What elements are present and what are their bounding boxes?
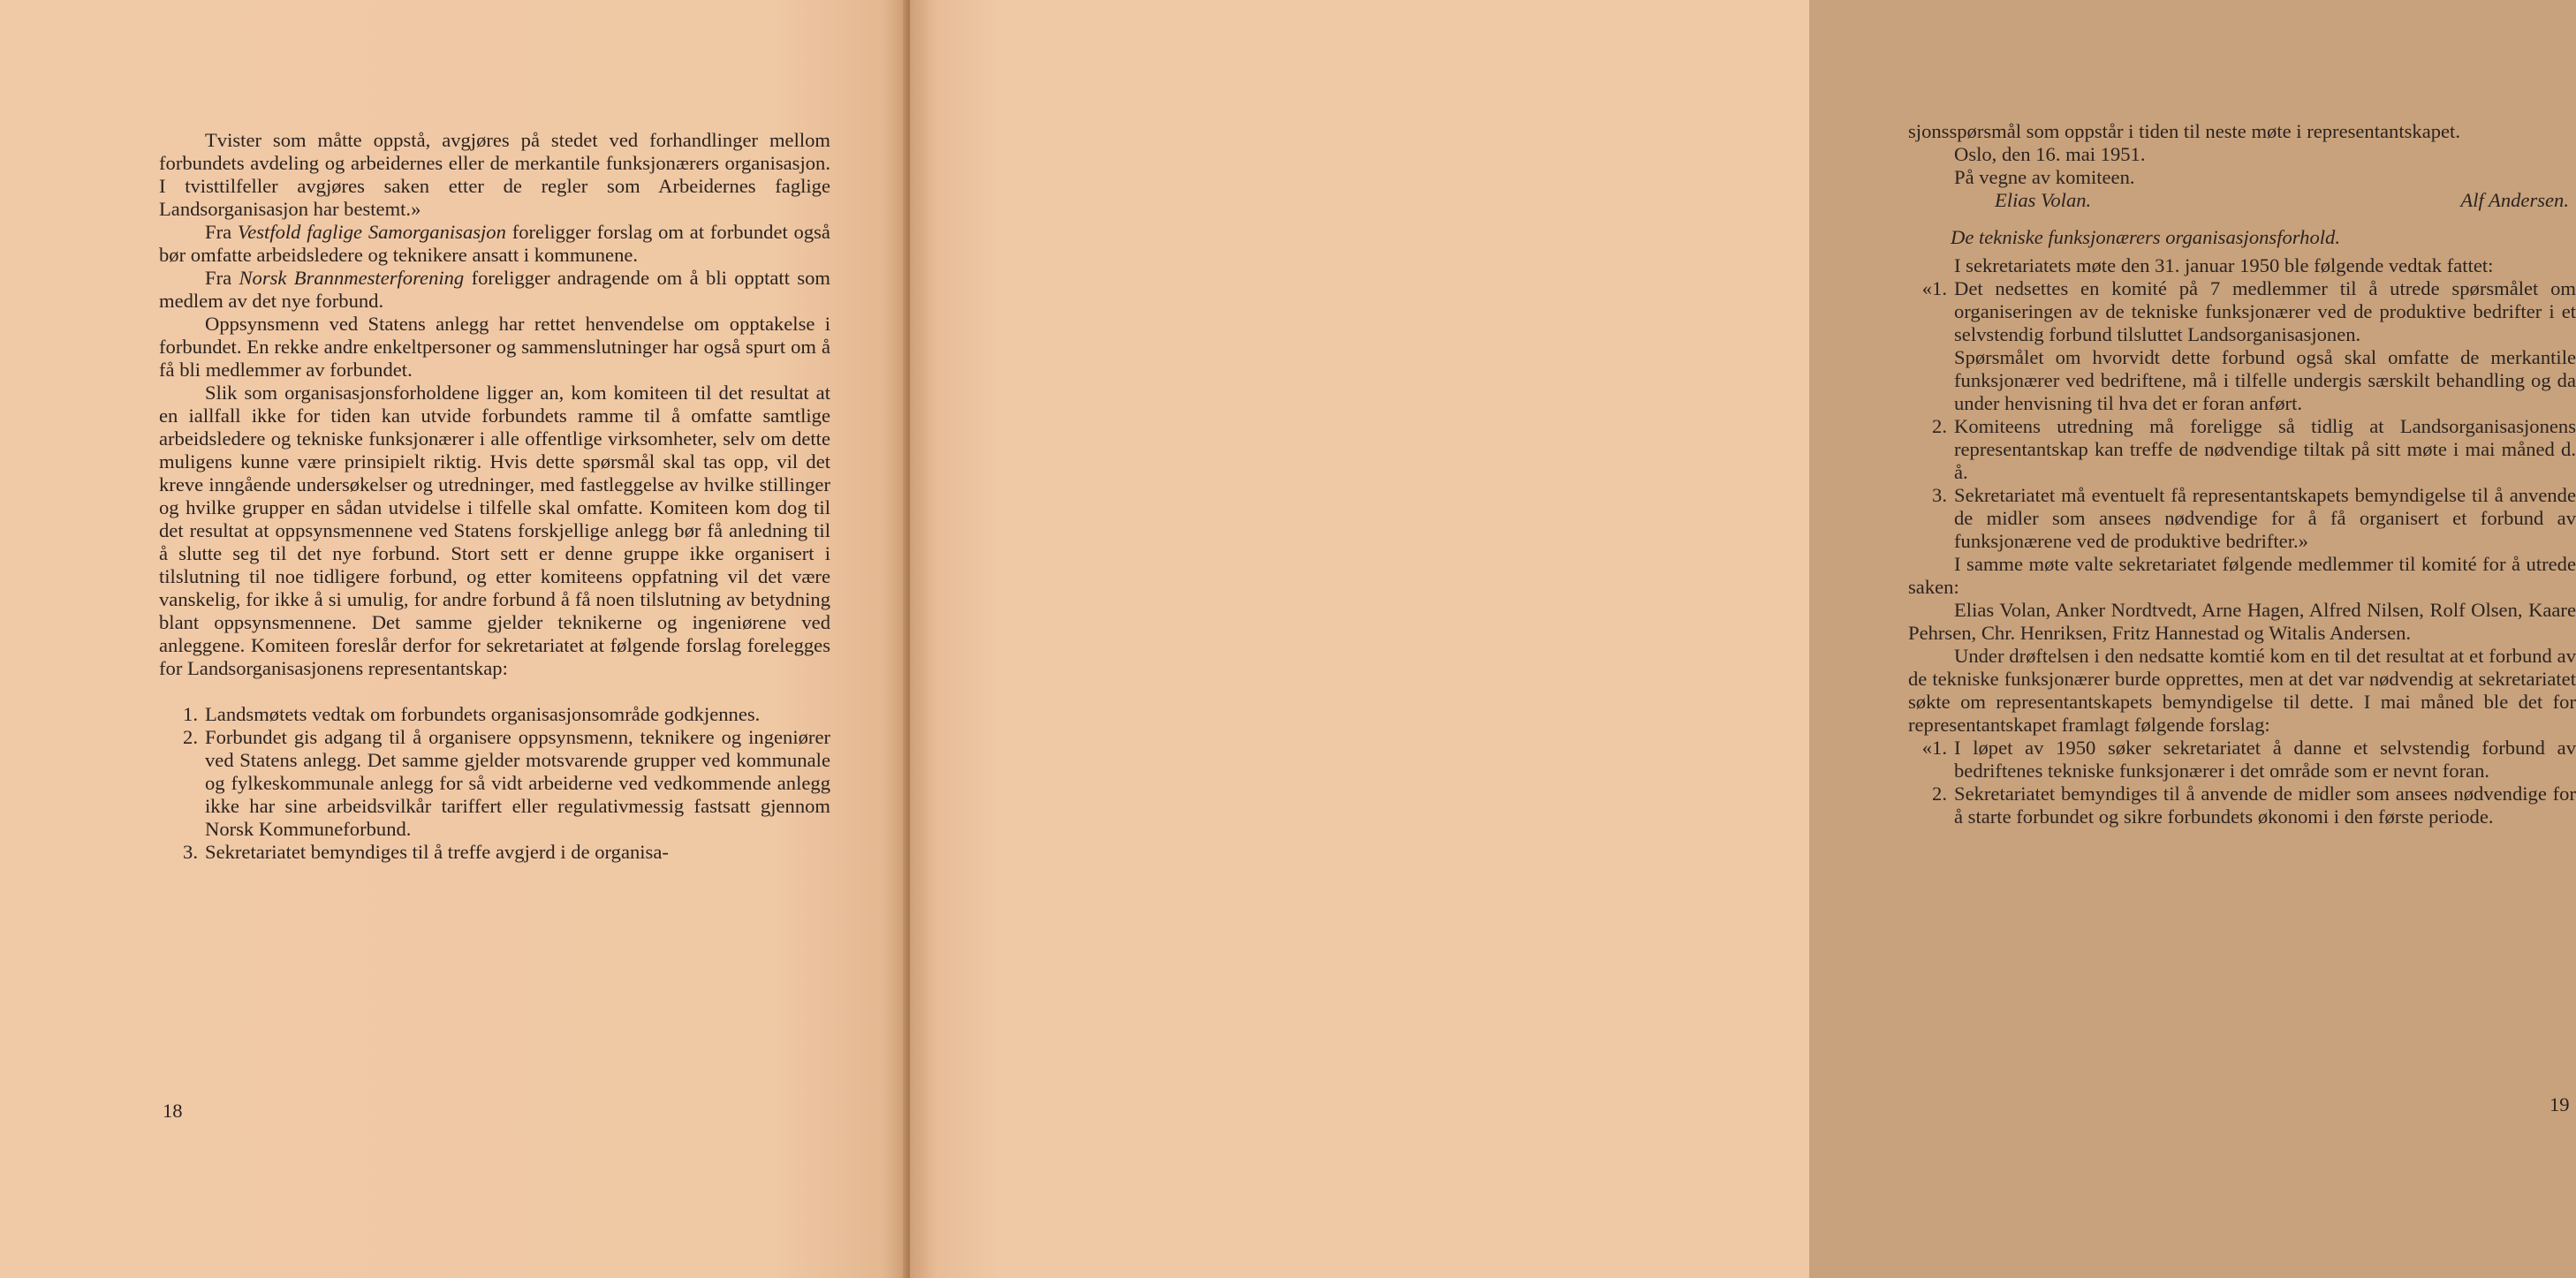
paragraph-members: Elias Volan, Anker Nordtvedt, Arne Hagen, Alfred Nilsen, Rolf Olsen, Kaare Pehrsen, Chr. Henriksen, Fritz Hannestad og Witalis Andersen. bbox=[1908, 599, 2576, 644]
page-number-left: 18 bbox=[163, 1100, 183, 1122]
signature-alf-andersen: Alf Andersen. bbox=[2460, 189, 2569, 211]
text-run: foreligger andragende om å bli opptatt som medlem av det nye forbund. bbox=[159, 267, 830, 312]
right-page bbox=[910, 0, 2576, 1278]
page-number-right: 19 bbox=[2549, 1093, 2570, 1115]
resolution-list bbox=[1908, 277, 2576, 553]
left-paragraphs bbox=[159, 129, 830, 680]
list-number: «1. bbox=[1921, 737, 1947, 759]
left-paragraph bbox=[159, 313, 830, 382]
intro-line: sjonsspørsmål som oppstår i tiden til neste møte i representantskapet. bbox=[1908, 120, 2460, 142]
list-text: I løpet av 1950 søker sekretariatet å danne et selvstendig forbund av bedriftenes tekniske funksjonærer i det område som er nevnt foran. bbox=[1954, 737, 2576, 782]
list-item bbox=[1908, 415, 2576, 484]
list-text: Sekretariatet bemyndiges til å anvende de midler som ansees nødvendige for å starte forbundet og sikre forbundets økonomi i den første periode. bbox=[1954, 783, 2576, 828]
list-number: 2. bbox=[183, 726, 198, 748]
list-item-continuation: Spørsmålet om hvorvidt dette forbund også skal omfatte de merkantile funksjonærer ved bedriftene, må i tilfelle undergis særskilt behandling og da under henvisning til hva det er foran anført. bbox=[1954, 346, 2576, 414]
left-paragraph bbox=[159, 221, 830, 267]
list-item bbox=[1908, 783, 2576, 828]
left-paragraph bbox=[159, 267, 830, 313]
list-item bbox=[1908, 484, 2576, 553]
intro-line: Oslo, den 16. mai 1951. bbox=[1954, 143, 2146, 165]
list-number: 2. bbox=[1932, 783, 1947, 805]
text-run: Tvister som måtte oppstå, avgjøres på stedet ved forhandlinger mellom forbundets avdeling og arbeidernes eller de merkantile funksjonærers organisasjon. I tvisttilfeller avgjøres saken etter de regler som Arbeidernes faglige Landsorganisasjon har bestemt.» bbox=[159, 129, 830, 220]
left-text-column bbox=[159, 129, 830, 864]
list-text: Landsmøtets vedtak om forbundets organisasjonsområde godkjennes. bbox=[205, 703, 761, 725]
text-run: Oppsynsmenn ved Statens anlegg har rettet henvendelse om opptakelse i forbundet. En rekke andre enkeltpersoner og sammenslutninger har også spurt om å få bli medlemmer av forbundet. bbox=[159, 313, 830, 381]
list-item bbox=[1908, 737, 2576, 783]
list-number: 1. bbox=[183, 703, 198, 725]
left-numbered-list bbox=[159, 703, 830, 864]
paragraph-discussion: Under drøftelsen i den nedsatte komtié kom en til det resultat at et forbund av de tekniske funksjonærer burde opprettes, men at det var nødvendig at sekretariatet søkte om representantskapets bemyndigelse til dette. I mai måned ble det for representantskapet framlagt følgende forslag: bbox=[1908, 645, 2576, 736]
text-run: Fra bbox=[205, 221, 238, 243]
list-item bbox=[1908, 277, 2576, 415]
list-text: Sekretariatet bemyndiges til å treffe avgjerd i de organisa- bbox=[205, 841, 669, 863]
right-text-column bbox=[1908, 120, 2576, 828]
section-heading: De tekniske funksjonærers organisasjonsforhold. bbox=[1951, 226, 2340, 248]
intro-line: På vegne av komiteen. bbox=[1954, 166, 2135, 188]
text-run: foreligger forslag om at forbundet også bør omfatte arbeidsledere og teknikere ansatt i kommunene. bbox=[159, 221, 830, 266]
list-number: 2. bbox=[1932, 415, 1947, 437]
left-page bbox=[0, 0, 910, 1278]
right-intro bbox=[1908, 120, 2576, 189]
left-paragraph bbox=[159, 382, 830, 680]
list-number: «1. bbox=[1921, 277, 1947, 299]
paragraph-resolution-intro: I sekretariatets møte den 31. januar 1950 ble følgende vedtak fattet: bbox=[1954, 254, 2494, 276]
list-item bbox=[159, 841, 830, 864]
list-number: 3. bbox=[183, 841, 198, 863]
list-item bbox=[159, 726, 830, 841]
list-item bbox=[159, 703, 830, 726]
paragraph-committee: I samme møte valte sekretariatet følgende medlemmer til komité for å utrede saken: bbox=[1908, 553, 2576, 598]
list-text: Sekretariatet må eventuelt få representantskapets bemyndigelse til å anvende de midler som ansees nødvendige for å få organisert et forbund av funksjonærene ved de produktive bedrifter.» bbox=[1954, 484, 2576, 552]
text-run: Slik som organisasjonsforholdene ligger an, kom komiteen til det resultat at en iallfall ikke for tiden kan utvide forbundets ramme til å omfatte samtlige arbeidsledere og tekniske funksjonærer i alle offentlige virksomheter, selv om dette muligens kunne være prinsipielt riktig. Hvis dette spørsmål skal tas opp, vil det kreve inngående undersøkelser og utredninger, med fastleggelse av hvilke stillinger og hvilke grupper en sådan utvidelse i tilfelle skal omfatte. Komiteen kom dog til det resultat at oppsynsmennene ved Statens forskjellige anlegg bør få anledning til å slutte seg til det nye forbund. Stort sett er denne gruppe ikke organisert i tilslutning til noe tidligere forbund, og etter komiteens oppfatning vil det være vanskelig, for ikke å si umulig, for andre forbund å få noen tilslutning av betydning blant oppsynsmennene. Det samme gjelder teknikerne og ingeniørene ved anleggene. Komiteen foreslår derfor for sekretariatet at følgende forslag forelegges for Landsorganisasjonens representantskap: bbox=[159, 382, 830, 679]
italic-run: Vestfold faglige Samorganisasjon bbox=[237, 221, 506, 243]
text-run: Fra bbox=[205, 267, 239, 289]
list-number: 3. bbox=[1932, 484, 1947, 506]
left-paragraph bbox=[159, 129, 830, 221]
proposal-list bbox=[1908, 737, 2576, 828]
signature-line bbox=[1908, 189, 2576, 212]
italic-run: Norsk Brannmesterforening bbox=[239, 267, 465, 289]
list-text: Forbundet gis adgang til å organisere oppsynsmenn, teknikere og ingeniører ved Statens anlegg. Det samme gjelder motsvarende grupper ved kommunale og fylkeskommunale anlegg for så vidt arbeiderne ved vedkommende anlegg ikke har sine arbeidsvilkår tariffert eller regulativmessig fastsatt gjennom Norsk Kommuneforbund. bbox=[205, 726, 830, 840]
list-text: Det nedsettes en komité på 7 medlemmer til å utrede spørsmålet om organiseringen av de tekniske funksjonærer ved de produktive bedrifter i et selvstendig forbund tilsluttet Landsorganisasjonen. bbox=[1954, 277, 2576, 345]
list-text: Komiteens utredning må foreligge så tidlig at Landsorganisasjonens representantskap kan treffe de nødvendige tiltak på sitt møte i mai måned d. å. bbox=[1954, 415, 2576, 483]
signature-elias-volan: Elias Volan. bbox=[1995, 189, 2092, 211]
